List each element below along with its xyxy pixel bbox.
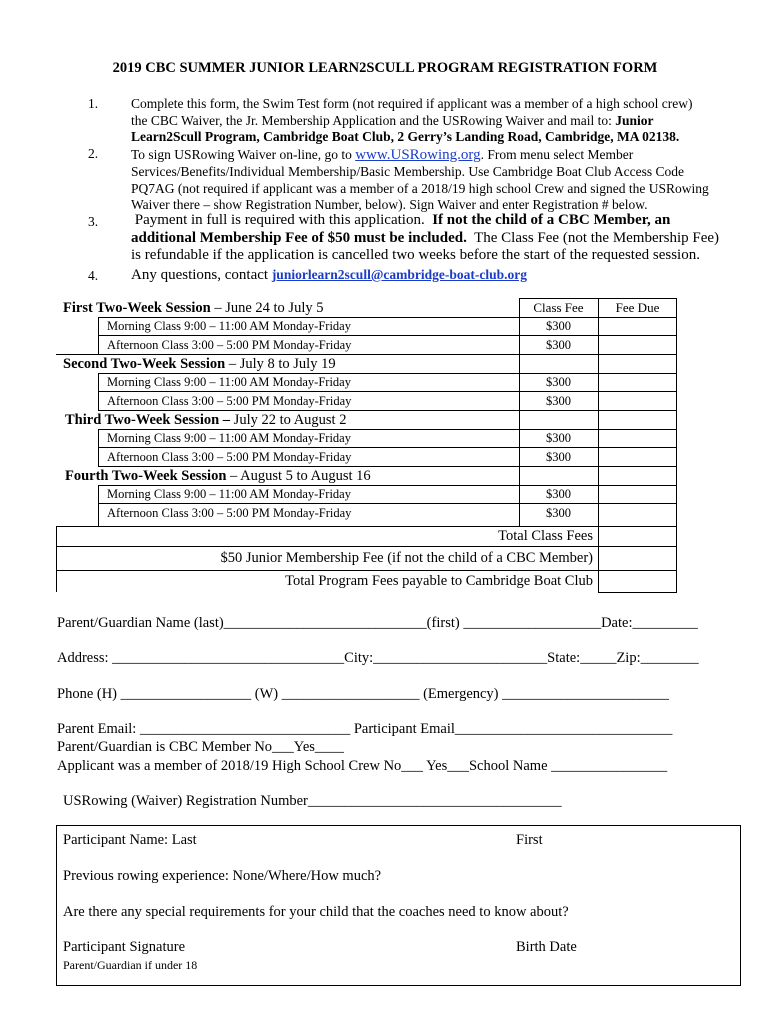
email-link[interactable]: juniorlearn2scull@cambridge-boat-club.org xyxy=(271,267,527,282)
instruction-2-line: PQ7AG (not required if applicant was a member of a 2018/19 high school Crew and signed the USRowing xyxy=(131,180,709,196)
instruction-4: Any questions, contact juniorlearn2scull@cambridge-boat-club.org xyxy=(131,267,527,283)
price-cell: $300 xyxy=(546,394,571,408)
class-row: Afternoon Class 3:00 – 5:00 PM Monday-Friday xyxy=(107,506,352,520)
price-cell: $300 xyxy=(546,450,571,464)
instruction-1-line: the CBC Waiver, the Jr. Membership Application and the USRowing Waiver and mail to: Junior xyxy=(131,112,654,128)
instruction-3: Payment in full is required with this application. If not the child of a CBC Member, an additional Membership Fee of $50 must be included. The Class Fee (not the Membership Fee) is refundable if the application is cancelled two weeks before the start of the requested session. xyxy=(131,212,720,263)
guardian-note: Parent/Guardian if under 18 xyxy=(63,958,198,972)
class-row: Afternoon Class 3:00 – 5:00 PM Monday-Friday xyxy=(107,394,352,408)
special-requirements[interactable]: Are there any special requirements for your child that the coaches need to know about? xyxy=(63,904,569,920)
class-row: Afternoon Class 3:00 – 5:00 PM Monday-Friday xyxy=(107,450,352,464)
participant-signature[interactable]: Participant Signature xyxy=(63,939,186,955)
price-cell: $300 xyxy=(546,506,571,520)
class-row: Morning Class 9:00 – 11:00 AM Monday-Friday xyxy=(107,319,351,333)
hs-crew-field[interactable]: Applicant was a member of 2018/19 High School Crew No___ Yes___School Name ________________ xyxy=(57,758,668,774)
price-cell: $300 xyxy=(546,431,571,445)
total-class-fees-label: Total Class Fees xyxy=(498,528,593,544)
price-cell: $300 xyxy=(546,375,571,389)
instruction-1-line: Complete this form, the Swim Test form (not required if applicant was a member of a high school crew) xyxy=(131,96,693,111)
address-field[interactable]: Address: ________________________________City:________________________State:_____Zip:________ xyxy=(57,650,699,666)
participant-box xyxy=(56,825,741,986)
instruction-1 xyxy=(131,96,731,146)
fee-due-header: Fee Due xyxy=(615,300,660,315)
price-cell: $300 xyxy=(546,319,571,333)
instruction-number: 1. xyxy=(88,96,99,111)
participant-name-last[interactable]: Participant Name: Last xyxy=(63,832,197,848)
class-row: Morning Class 9:00 – 11:00 AM Monday-Friday xyxy=(107,487,351,501)
phone-field[interactable]: Phone (H) __________________ (W) ___________________ (Emergency) _______________________ xyxy=(57,686,669,702)
session-2-title: Second Two-Week Session – July 8 to July 19 xyxy=(63,356,336,372)
fee-table xyxy=(56,298,677,592)
instruction-1-line: Learn2Scull Program, Cambridge Boat Club, 2 Gerry’s Landing Road, Cambridge, MA 02138. xyxy=(131,129,680,144)
class-row: Morning Class 9:00 – 11:00 AM Monday-Friday xyxy=(107,375,351,389)
membership-fee-label: $50 Junior Membership Fee (if not the child of a CBC Member) xyxy=(220,550,593,566)
usrowing-registration-field[interactable]: USRowing (Waiver) Registration Number___________________________________ xyxy=(63,793,562,809)
page-title: 2019 CBC SUMMER JUNIOR LEARN2SCULL PROGRAM REGISTRATION FORM xyxy=(112,60,658,76)
instruction-number: 3. xyxy=(88,214,99,229)
session-3-title: Third Two-Week Session – July 22 to August 2 xyxy=(65,412,347,428)
price-cell: $300 xyxy=(546,487,571,501)
cbc-member-field[interactable]: Parent/Guardian is CBC Member No___Yes____ xyxy=(57,739,344,755)
email-fields[interactable]: Parent Email: _____________________________ Participant Email______________________________ xyxy=(57,721,673,737)
session-1-title: First Two-Week Session – June 24 to July 5 xyxy=(63,300,324,316)
participant-name-first[interactable]: First xyxy=(516,832,543,848)
class-row: Afternoon Class 3:00 – 5:00 PM Monday-Friday xyxy=(107,338,352,352)
class-fee-header: Class Fee xyxy=(533,300,584,315)
rowing-experience[interactable]: Previous rowing experience: None/Where/How much? xyxy=(63,868,382,884)
birth-date[interactable]: Birth Date xyxy=(516,939,577,955)
instruction-2-line: Services/Benefits/Individual Membership/Basic Membership. Use Cambridge Boat Club Access Code xyxy=(131,164,685,179)
instruction-2: To sign USRowing Waiver on-line, go to www.USRowing.org. From menu select Member Services/Benefits/Individual Membership/Basic Membership. Use Cambridge Boat Club Access Code PQ7AG (not required if applicant was a member of a 2018/19 high school Crew and signed the USRowing Waiver there – show Registration Number, below). Sign Waiver and enter Registration # below. xyxy=(131,146,731,214)
session-4-title: Fourth Two-Week Session – August 5 to August 16 xyxy=(65,468,371,484)
price-cell: $300 xyxy=(546,338,571,352)
instruction-2-line: Waiver there – show Registration Number, below). Sign Waiver and enter Registration # below. xyxy=(131,197,648,212)
total-program-fees-label: Total Program Fees payable to Cambridge Boat Club xyxy=(285,573,593,589)
class-row: Morning Class 9:00 – 11:00 AM Monday-Friday xyxy=(107,431,351,445)
usrowing-link[interactable]: www.USRowing.org xyxy=(355,147,481,163)
instruction-number: 2. xyxy=(88,146,99,161)
instruction-number: 4. xyxy=(88,268,99,283)
parent-name-field[interactable]: Parent/Guardian Name (last)____________________________(first) ___________________Date:_________ xyxy=(57,615,698,631)
instructions-list xyxy=(0,96,770,286)
